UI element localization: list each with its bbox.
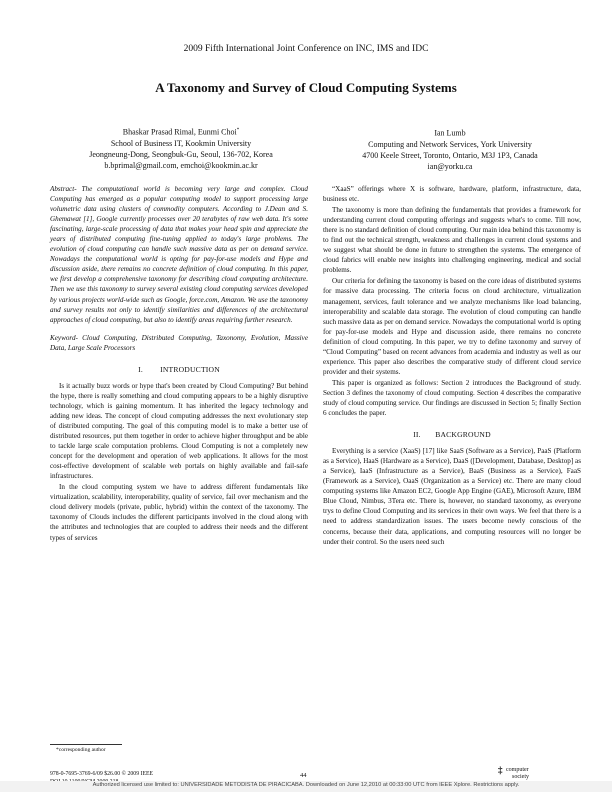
left-column [50, 184, 308, 544]
right-column [323, 184, 581, 548]
author-email: b.bprimal@gmail.com, emchoi@kookmin.ac.kr [104, 160, 258, 170]
body-paragraph: This paper is organized as follows: Section 2 introduces the Background of study. Section 3 defines the taxonomy of cloud computing. Section 4 describes the comparative study of cloud computing service. Our findings are discussed in Section 5; finally Section 6 concludes the paper. [323, 378, 581, 418]
intro-paragraph: In the cloud computing system we have to address different fundamentals like virtualization, scalability, interoperability, quality of service, fail over mechanism and the cloud delivery models (private, public, hybrid) within the context of the taxonomy. The taxonomy of Clouds includes the different participants involved in the cloud along with the attributes and technologies that are coupled to address their needs and the different types of services [50, 483, 308, 542]
section-heading-background: II. BACKGROUND [413, 430, 491, 440]
author-name: Ian Lumb [434, 128, 466, 138]
section-heading-introduction: I. INTRODUCTION [138, 364, 220, 374]
footnote: *corresponding author [56, 747, 106, 753]
author-address: 4700 Keele Street, Toronto, Ontario, M3J 1P3, Canada [362, 150, 538, 160]
abstract-label: Abstract- [50, 185, 77, 193]
isbn-line: 978-0-7695-3769-6/09 $26.00 © 2009 IEEE [50, 771, 154, 777]
author-email: ian@yorku.ca [427, 161, 473, 171]
author-affiliation: School of Business IT, Kookmin University [110, 138, 252, 148]
paper-title: A Taxonomy and Survey of Cloud Computing Systems [155, 80, 457, 95]
background-paragraph: Everything is a service (XaaS) [17] like SaaS (Software as a Service), PaaS (Platform as a Service), HaaS (Hardware as a Service), DaaS ([Development, Database, Desktop] as a Service), IaaS (Infrastructure as a Service), BaaS (Business as a Service), FaaS (Framework as a Service), OaaS (Organization as a Service) etc. There are many cloud computing systems like Amazon EC2, Google App Engine (GAE), Microsoft Azure, IBM Blue Cloud, Nimbus, 3Tera etc. There is, however, no standard taxonomy, as everyone trys to define Cloud Computing and its services in their own ways. We feel that there is a need to address standardization issues. The users become newly conscious of the concerns, because their data, applications, and computing resources will no longer be under their control. So the users need such [323, 447, 581, 546]
body-paragraph: Our criteria for defining the taxonomy is based on the core ideas of distributed systems for massive data processing. The criteria focus on cloud architecture, virtualization management, services, fault tolerance and we analyze mechanisms like load balancing, interoperability and scalable data storage. The evolution of cloud computing can handle such massive data as per on demand service. Nowadays the computational world is opting for pay-for-use models and Hype and discussion aside, there remains no concrete definition of cloud computing. In this paper, we try to define taxonomy and survey of “Cloud Computing” based on recent advances from academia and industry as well as our experience. This paper also describes the comparative study of different cloud service provider and their systems. [323, 277, 581, 376]
abstract-text: The computational world is becoming very large and complex. Cloud Computing has emerged as a popular computing model to support processing large volumetric data using clusters of commodity computers. According to J.Dean and S. Ghemawat [1], Google currently processes over 20 terabytes of raw web data. It's some fascinating, large-scale processing of data that makes your head spin and appreciate the years of distributed computing fine-tuning applied to today's large problems. The evolution of cloud computing can handle such massive data as per on demand service. Nowadays the computational world is opting for pay-for-use models and Hype and discussion aside, there remains no concrete definition of cloud computing. In this paper, we first develop a comprehensive taxonomy for describing cloud computing architecture. Then we use this taxonomy to survey several existing cloud computing services developed by various projects world-wide such as Google, force.com, Amazon. We use the taxonomy and survey results not only to identify similarities and differences of the architectural approaches of cloud computing, but also to identify areas requiring further research. [50, 185, 308, 324]
computer-society-icon: ‡ [498, 765, 503, 775]
author-block-1 [52, 125, 310, 171]
author-block-2 [318, 125, 582, 172]
body-paragraph: The taxonomy is more than defining the fundamentals that provides a framework for understanding current cloud computing offerings and suggests what's to come. Till now, there is no standard definition of cloud computing. Our main idea behind this taxonomy is to find out the technical strength, weakness and challenges in current cloud systems and we suggest what should be done in future to strengthen the systems. The emergence of cloud fabrics will enable new insights into challenging engineering, medical and social problems. [323, 206, 581, 275]
author-affiliation: Computing and Network Services, York University [368, 139, 532, 149]
conference-header: 2009 Fifth International Joint Conference on INC, IMS and IDC [183, 44, 429, 54]
computer-society-logo: ‡ computer society [498, 765, 529, 780]
author-address: Jeongneung-Dong, Seongbuk-Gu, Seoul, 136-702, Korea [89, 149, 273, 159]
body-paragraph: “XaaS” offerings where X is software, hardware, platform, infrastructure, data, business etc. [323, 185, 581, 204]
intro-paragraph: Is it actually buzz words or hype that's been created by Cloud Computing? But behind the hype, there is really something and cloud computing appears to be a highly disruptive technology, which is gaining momentum. It has inherited the legacy technology and adding new ideas. The concept of cloud computing addresses the next evolutionary step of distributed computing. The goal of this computing model is to make a better use of distributed resources, put them together in order to achieve higher throughput and be able to tackle large scale computation problems. Cloud Computing is not a completely new concept for the development and operation of web applications. It allows for the most cost-effective development of scalable web portals on highly available and fail-safe infrastructures. [50, 381, 308, 481]
authorized-notice: Authorized licensed use limited to: UNIVERSIDADE METODISTA DE PIRACICABA. Downloaded on June 12,2010 at 00:33:00 UTC from IEEE Xplore. Restrictions apply. [92, 782, 520, 788]
footnote-rule [50, 744, 122, 745]
keywords: Keyword- Cloud Computing, Distributed Computing, Taxonomy, Evolution, Massive Data, Large Scale Processors [50, 333, 308, 352]
author-name: Bhaskar Prasad Rimal, Eunmi Choi* [122, 127, 240, 137]
page-number: 44 [300, 772, 307, 779]
abstract [50, 184, 308, 325]
